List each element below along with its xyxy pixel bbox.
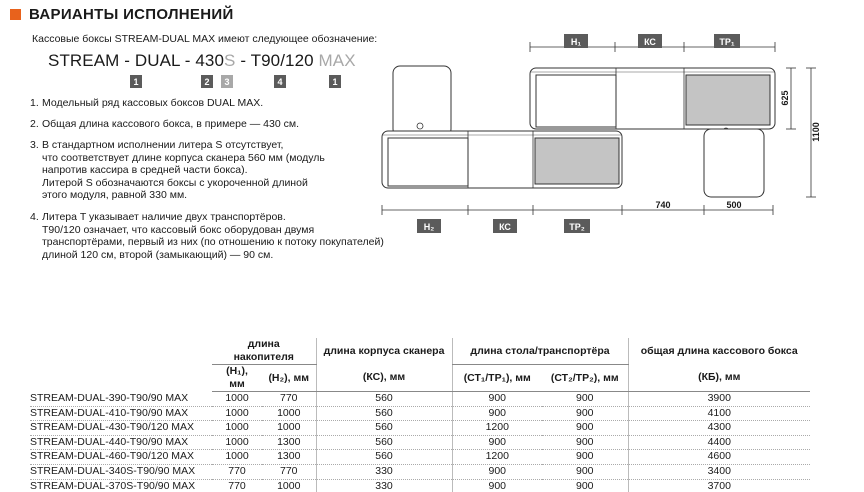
value-cell: 560: [316, 450, 452, 465]
model-part-conveyor: - T90/120: [235, 51, 319, 70]
value-cell: 4100: [628, 406, 810, 421]
value-cell: 1000: [212, 421, 262, 436]
model-part-series: STREAM - DUAL - 430: [48, 51, 225, 70]
dim-500: 500: [726, 200, 742, 210]
value-cell: 1200: [452, 421, 542, 436]
value-cell: 3700: [628, 479, 810, 492]
note-3: 3. В стандартном исполнении литера S отсутствует, что соответствует длине корпуса сканера 560 мм (модуль напротив кассира в средней части бокса). Литерой S обозначаются боксы с укороченной длиной этого модуля, равной 330 мм.: [30, 139, 325, 202]
value-cell: 1300: [262, 450, 316, 465]
header-total: общая длина кассового бокса: [628, 338, 810, 365]
value-cell: 1000: [212, 435, 262, 450]
model-part-max: MAX: [318, 51, 356, 70]
upper-conveyor-belt: [686, 75, 770, 125]
value-cell: 1000: [262, 421, 316, 436]
header-name-empty: [30, 338, 212, 392]
value-cell: 900: [542, 406, 628, 421]
value-cell: 3900: [628, 392, 810, 407]
value-cell: 770: [262, 392, 316, 407]
header-conveyor: длина стола/транспортёра: [452, 338, 628, 365]
label-h2: H₂: [423, 222, 435, 232]
value-cell: 900: [542, 392, 628, 407]
table-row: [30, 464, 810, 479]
note-2: 2. Общая длина кассового бокса, в примере — 430 см.: [30, 118, 299, 130]
value-cell: 900: [542, 479, 628, 492]
header-ct1: (СТ₁/ТР₁), мм: [452, 365, 542, 392]
value-cell: 900: [452, 406, 542, 421]
model-tag-1: 1: [130, 75, 142, 88]
model-name-cell: STREAM-DUAL-370S-T90/90 MAX: [30, 479, 212, 492]
model-name-cell: STREAM-DUAL-410-T90/90 MAX: [30, 406, 212, 421]
header-ct2: (СТ₂/ТР₂), мм: [542, 365, 628, 392]
label-ks-bottom: КС: [499, 222, 511, 232]
checkout-drawing: [370, 30, 850, 240]
dim-625: 625: [780, 90, 790, 106]
model-name-cell: STREAM-DUAL-430-T90/120 MAX: [30, 421, 212, 436]
section-title: ВАРИАНТЫ ИСПОЛНЕНИЙ: [29, 5, 234, 23]
table-row: [30, 406, 810, 421]
table-row: [30, 392, 810, 407]
table-row: [30, 435, 810, 450]
value-cell: 3400: [628, 464, 810, 479]
right-column: [704, 129, 764, 197]
value-cell: 900: [542, 464, 628, 479]
model-tag-2: 2: [201, 75, 213, 88]
table-row: [30, 421, 810, 436]
header-scanner: длина корпуса сканера: [316, 338, 452, 365]
header-accumulator: длина накопителя: [212, 338, 316, 365]
intro-text: Кассовые боксы STREAM-DUAL MAX имеют следующее обозначение:: [32, 33, 378, 45]
label-tp2: ТР₂: [569, 222, 585, 232]
value-cell: 1000: [212, 392, 262, 407]
dim-740: 740: [655, 200, 671, 210]
value-cell: 900: [452, 392, 542, 407]
value-cell: 900: [542, 435, 628, 450]
value-cell: 4400: [628, 435, 810, 450]
value-cell: 770: [262, 464, 316, 479]
value-cell: 560: [316, 392, 452, 407]
model-part-s: S: [224, 51, 236, 70]
value-cell: 1000: [262, 479, 316, 492]
dim-1100: 1100: [811, 122, 821, 142]
value-cell: 770: [212, 464, 262, 479]
value-cell: 330: [316, 464, 452, 479]
value-cell: 900: [542, 450, 628, 465]
table-row: [30, 450, 810, 465]
model-designation: [48, 51, 356, 71]
value-cell: 1000: [262, 406, 316, 421]
header-total-unit: (КБ), мм: [628, 365, 810, 392]
value-cell: 1000: [212, 406, 262, 421]
header-scanner-unit: (КС), мм: [316, 365, 452, 392]
value-cell: 560: [316, 421, 452, 436]
orange-square-icon: [10, 9, 21, 20]
model-tag-3: 3: [221, 75, 233, 88]
label-h1: H₁: [570, 37, 582, 47]
lower-bag-area: [388, 138, 468, 186]
value-cell: 770: [212, 479, 262, 492]
value-cell: 900: [452, 479, 542, 492]
model-tag-5: 1: [329, 75, 341, 88]
model-name-cell: STREAM-DUAL-340S-T90/90 MAX: [30, 464, 212, 479]
value-cell: 560: [316, 406, 452, 421]
header-h1: (H₁), мм: [212, 365, 262, 392]
label-ks-top: КС: [644, 37, 656, 47]
label-tp1: ТР₁: [719, 37, 735, 47]
note-1: 1. Модельный ряд кассовых боксов DUAL MAX.: [30, 97, 264, 109]
model-tag-4: 4: [274, 75, 286, 88]
value-cell: 900: [452, 435, 542, 450]
value-cell: 1200: [452, 450, 542, 465]
model-name-cell: STREAM-DUAL-390-T90/90 MAX: [30, 392, 212, 407]
upper-bag-area: [536, 75, 616, 127]
value-cell: 330: [316, 479, 452, 492]
specs-table: [30, 338, 810, 492]
value-cell: 1000: [212, 450, 262, 465]
header-h2: (H₂), мм: [262, 365, 316, 392]
value-cell: 560: [316, 435, 452, 450]
value-cell: 900: [542, 421, 628, 436]
value-cell: 4600: [628, 450, 810, 465]
model-name-cell: STREAM-DUAL-460-T90/120 MAX: [30, 450, 212, 465]
lower-conveyor-belt: [535, 138, 619, 184]
value-cell: 900: [452, 464, 542, 479]
value-cell: 1300: [262, 435, 316, 450]
note-4: 4. Литера T указывает наличие двух транспортёров. T90/120 означает, что кассовый бокс оборудован двумя транспортёрами, первый из них (по отношению к потоку покупателей) длиной 120 см, второй (замыкающий) — 90 см.: [30, 211, 384, 261]
table-row: [30, 479, 810, 492]
model-name-cell: STREAM-DUAL-440-T90/90 MAX: [30, 435, 212, 450]
section-header: [10, 4, 234, 24]
value-cell: 4300: [628, 421, 810, 436]
